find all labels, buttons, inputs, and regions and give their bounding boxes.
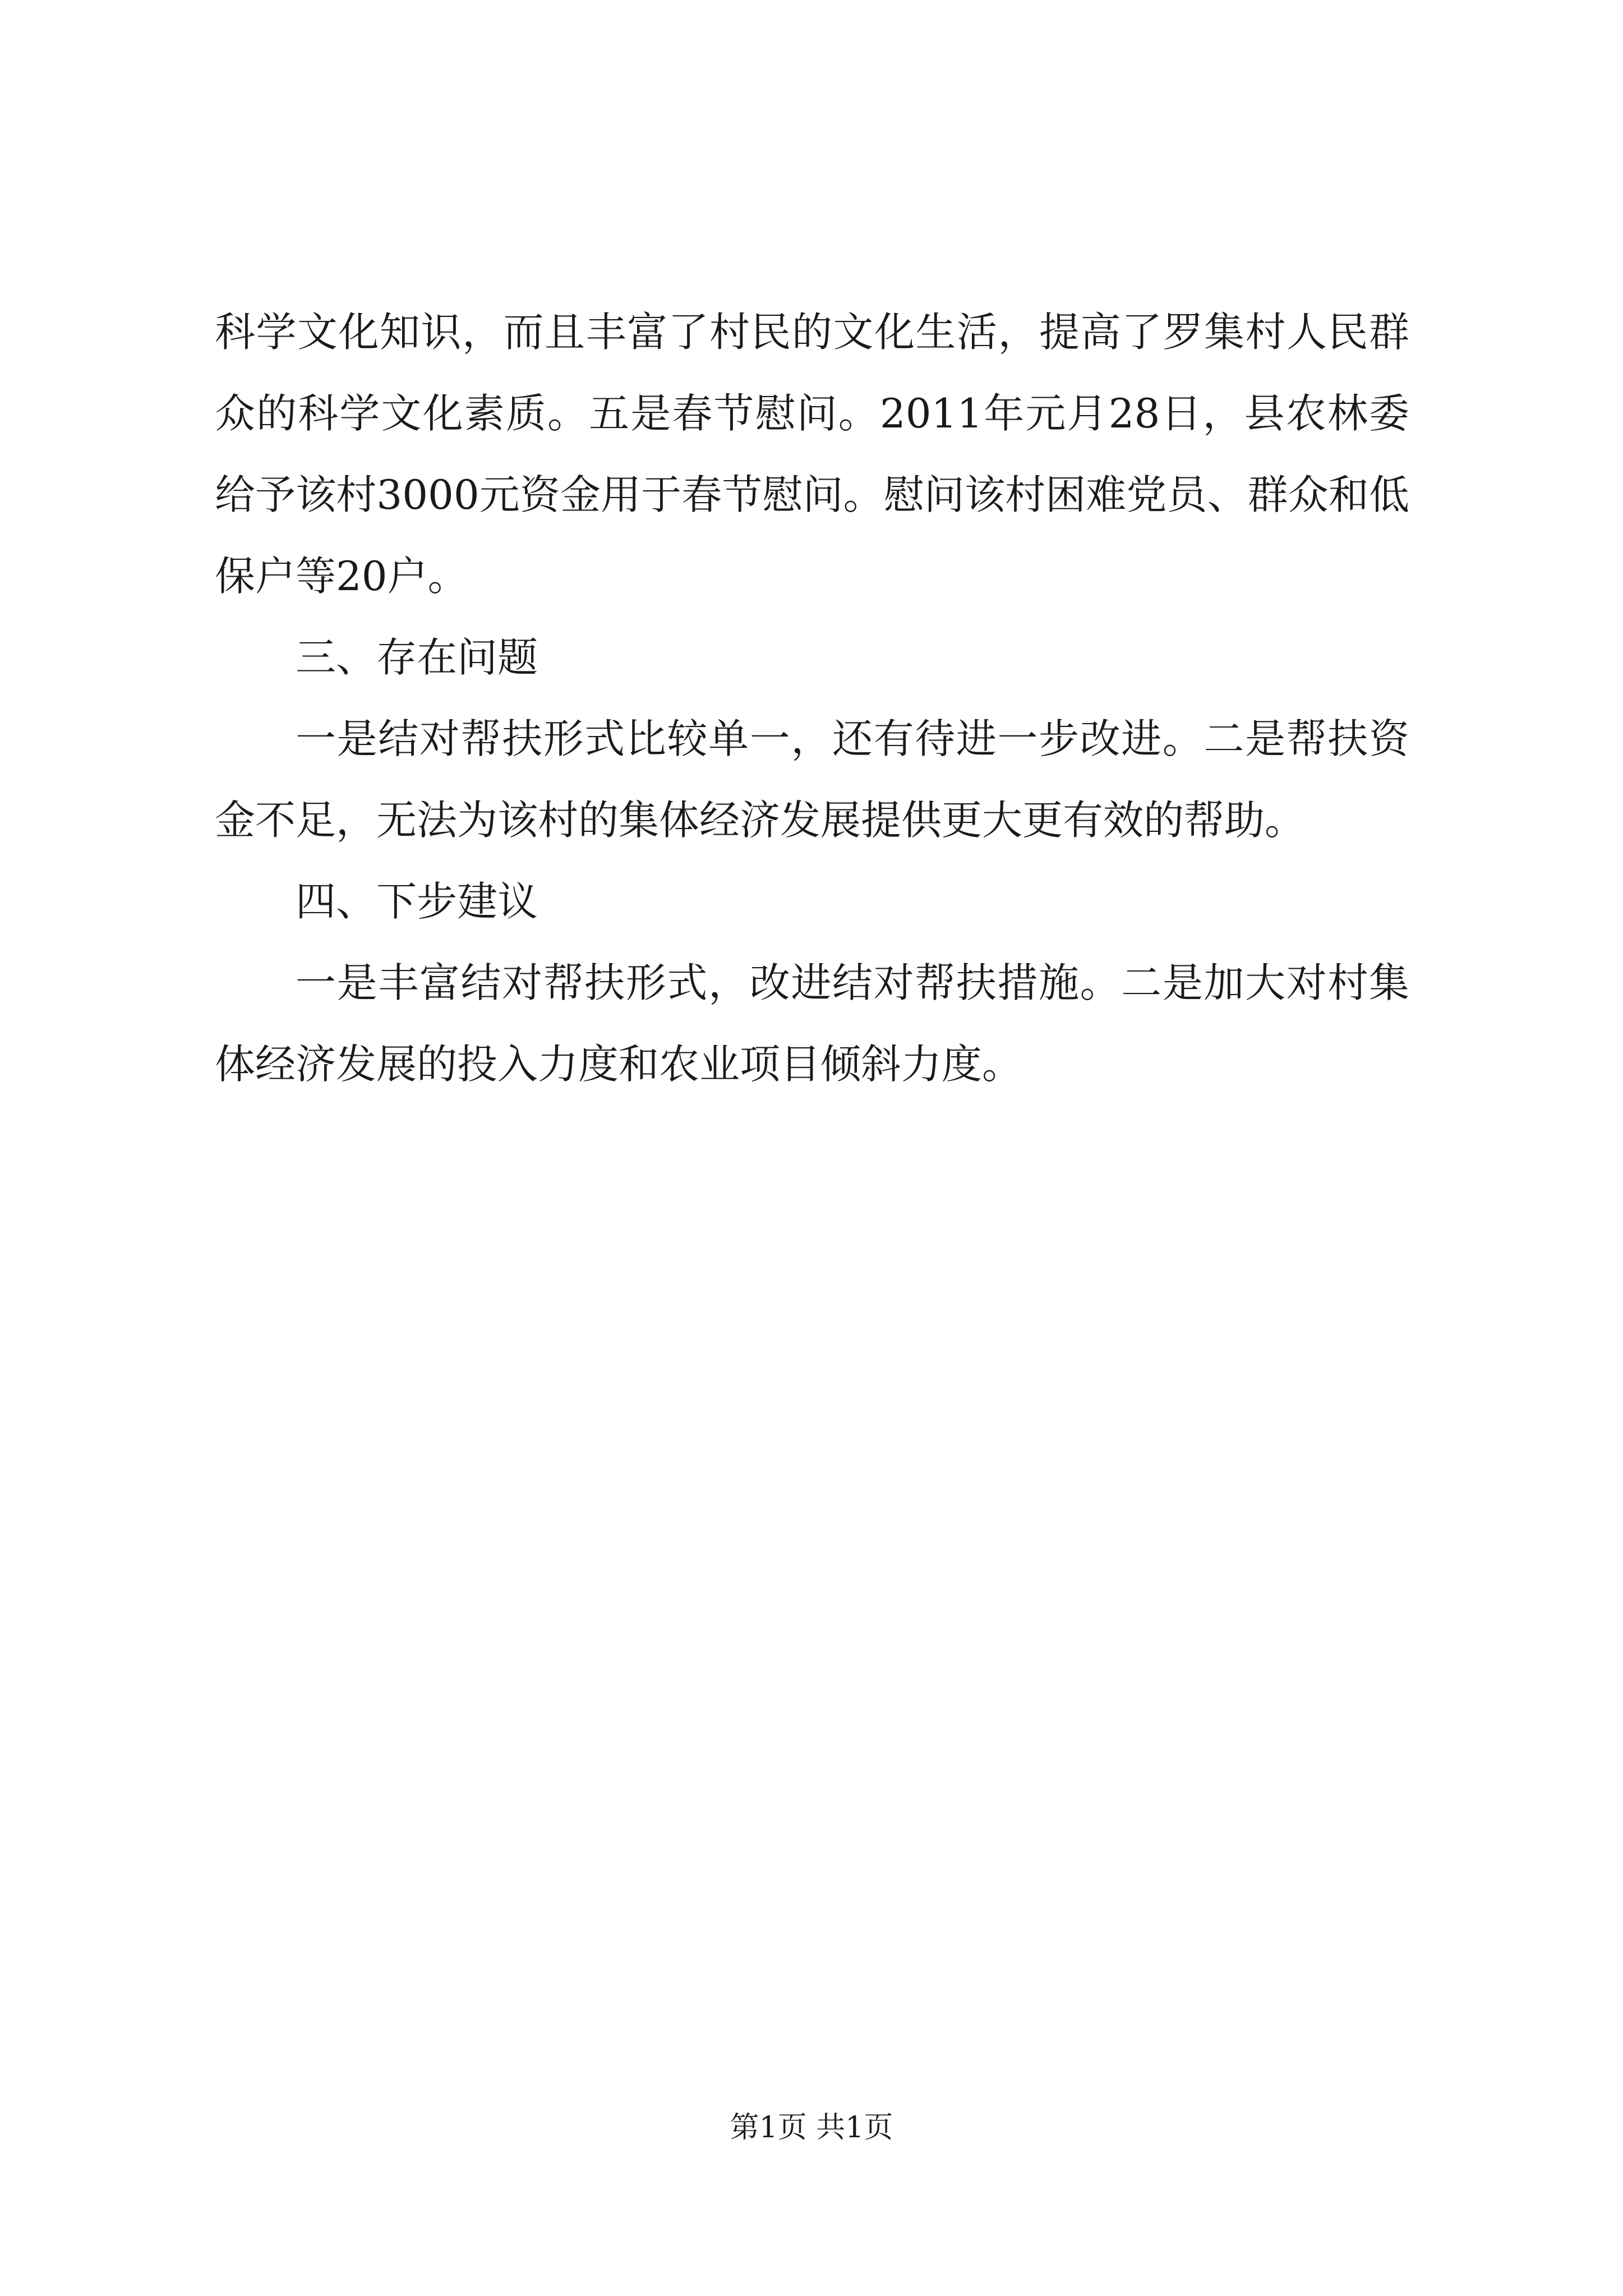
section-heading-suggestions: 四、下步建议 (296, 878, 538, 925)
document-body (215, 292, 1409, 1105)
paragraph-problems: 一是结对帮扶形式比较单一，还有待进一步改进。二是帮扶资金不足，无法为该村的集体经济发展提供更大更有效的帮助。 (215, 715, 1409, 844)
section-heading-problems: 三、存在问题 (296, 634, 538, 681)
page-number-footer: 第1页 共1页 (730, 2111, 893, 2145)
paragraph-continuation: 科学文化知识，而且丰富了村民的文化生活，提高了罗集村人民群众的科学文化素质。五是春节慰问。2011年元月28日，县农林委给予该村3000元资金用于春节慰问。慰问该村困难党员、群众和低保户等20户。 (215, 309, 1409, 600)
paragraph-suggestions: 一是丰富结对帮扶形式，改进结对帮扶措施。二是加大对村集体经济发展的投入力度和农业项目倾斜力度。 (215, 959, 1409, 1088)
